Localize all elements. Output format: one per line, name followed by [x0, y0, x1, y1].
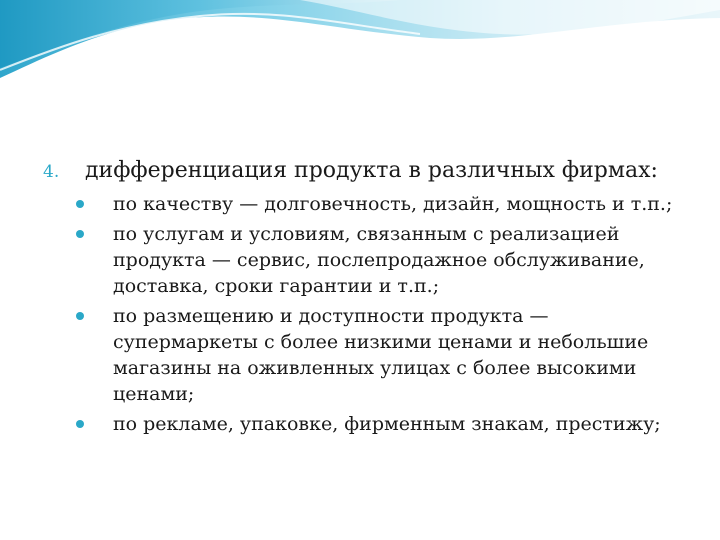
heading-number: 4. — [43, 162, 60, 182]
bullet-dot-icon — [76, 200, 84, 208]
bullet-dot-icon — [76, 312, 84, 320]
bullet-text: по размещению и доступности продукта — супермаркеты с более низкими ценами и небольшие магазины на оживленных улицах с более высокими ценами; — [113, 305, 649, 405]
slide-heading — [43, 156, 703, 186]
bullet-list — [76, 191, 686, 441]
list-item — [76, 303, 686, 407]
heading-text: дифференциация продукта в различных фирмах: — [85, 158, 658, 183]
bullet-text: по рекламе, упаковке, фирменным знакам, престижу; — [113, 413, 661, 435]
list-item — [76, 411, 686, 437]
bullet-text: по услугам и условиям, связанным с реализацией продукта — сервис, послепродажное обслуживание, доставка, сроки гарантии и т.п.; — [113, 223, 645, 297]
list-item — [76, 191, 686, 217]
bullet-text: по качеству — долговечность, дизайн, мощность и т.п.; — [113, 193, 673, 215]
list-item — [76, 221, 686, 299]
bullet-dot-icon — [76, 420, 84, 428]
bullet-dot-icon — [76, 230, 84, 238]
